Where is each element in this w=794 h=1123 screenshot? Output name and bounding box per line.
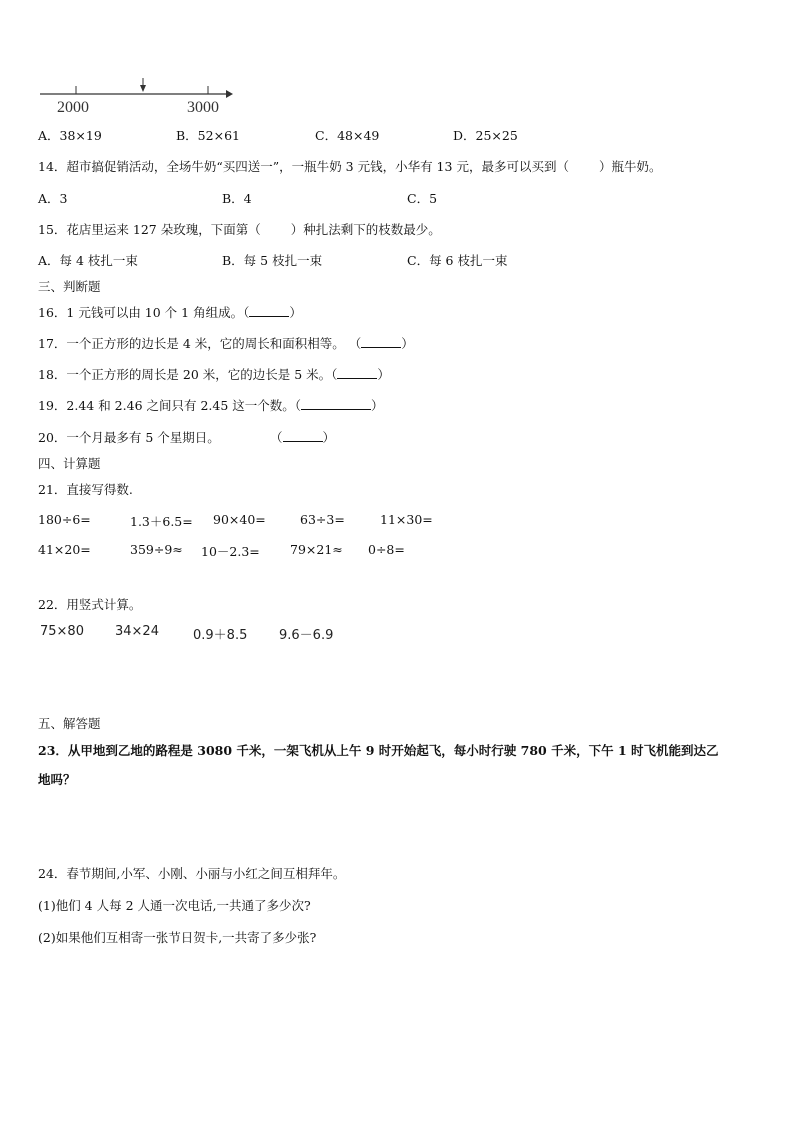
q21-item: 0÷8= (368, 542, 405, 557)
q19-statement (38, 396, 384, 414)
q20-answer-blank[interactable] (283, 429, 323, 442)
q15-text-before: 15．花店里运来 127 朵玫瑰，下面第（ (38, 222, 261, 237)
q20-open-paren: （ (270, 430, 283, 445)
q21-item: 63÷3= (300, 512, 345, 527)
q18-text: 18．一个正方形的周长是 20 米，它的边长是 5 米。（ (38, 367, 338, 382)
q21-title: 21．直接写得数. (38, 482, 133, 497)
q14-text-before: 14．超市搞促销活动，全场牛奶“买四送一”，一瓶牛奶 3 元钱，小华有 13 元，最多可以买到（ (38, 159, 569, 174)
q21-item: 1.3＋6.5= (130, 514, 193, 529)
label-3000: 3000 (187, 99, 219, 116)
q14-option-a[interactable]: A．3 (38, 191, 68, 206)
q13-option-d[interactable]: D．25×25 (453, 128, 518, 143)
q16-answer-blank[interactable] (249, 304, 289, 317)
q22-title: 22．用竖式计算。 (38, 597, 142, 612)
q21-item: 79×21≈ (290, 542, 343, 557)
q22-item: 75×80 (40, 624, 84, 639)
q22-item: 0.9＋8.5 (193, 628, 248, 643)
q15-question (38, 220, 441, 238)
q16-text: 16．1 元钱可以由 10 个 1 角组成。（ (38, 305, 250, 320)
q19-answer-blank[interactable] (301, 397, 371, 410)
q17-text: 17．一个正方形的边长是 4 米，它的周长和面积相等。 （ (38, 336, 362, 351)
q24-intro: 24．春节期间,小军、小刚、小丽与小红之间互相拜年。 (38, 866, 346, 881)
q15-text-after: ）种扎法剩下的枝数最少。 (290, 222, 441, 237)
q18-answer-blank[interactable] (337, 366, 377, 379)
q18-close-paren: ） (377, 367, 390, 382)
q17-statement (38, 334, 414, 352)
q24-part-2: (2)如果他们互相寄一张节日贺卡,一共寄了多少张? (38, 930, 317, 945)
q24-part-1: (1)他们 4 人每 2 人通一次电话,一共通了多少次? (38, 898, 311, 913)
q17-close-paren: ） (401, 336, 414, 351)
q13-option-b[interactable]: B．52×61 (176, 128, 240, 143)
q19-text: 19．2.44 和 2.46 之间只有 2.45 这一个数。（ (38, 398, 302, 413)
number-line-figure (36, 78, 236, 116)
q21-item: 10－2.3= (201, 544, 260, 559)
q21-item: 180÷6= (38, 512, 91, 527)
q19-close-paren: ） (371, 398, 384, 413)
q21-item: 90×40= (213, 512, 266, 527)
q14-option-b[interactable]: B．4 (222, 191, 252, 206)
label-2000: 2000 (57, 99, 89, 116)
section-4-title: 四、计算题 (38, 456, 101, 471)
q20-close-paren: ） (322, 430, 336, 445)
q15-option-b[interactable]: B．每 5 枝扎一束 (222, 253, 323, 268)
q14-text-after: ）瓶牛奶。 (598, 159, 662, 174)
q21-item: 41×20= (38, 542, 91, 557)
q22-item: 9.6－6.9 (279, 628, 334, 643)
q21-item: 11×30= (380, 512, 433, 527)
q17-answer-blank[interactable] (361, 335, 401, 348)
q20-statement (38, 428, 220, 446)
q13-option-c[interactable]: C．48×49 (315, 128, 380, 143)
q22-item: 34×24 (115, 624, 159, 639)
section-5-title: 五、解答题 (38, 716, 101, 731)
q16-statement (38, 303, 302, 321)
q15-option-c[interactable]: C．每 6 枝扎一束 (407, 253, 508, 268)
q21-item: 359÷9≈ (130, 542, 183, 557)
q20-answer (270, 428, 335, 446)
q14-question (38, 157, 661, 175)
q20-text: 20．一个月最多有 5 个星期日。 (38, 430, 220, 445)
q14-option-c[interactable]: C．5 (407, 191, 438, 206)
q23-line-1: 23．从甲地到乙地的路程是 3080 千米，一架飞机从上午 9 时开始起飞，每小时行驶 780 千米，下午 1 时飞机能到达乙 (38, 743, 719, 758)
q16-close-paren: ） (289, 305, 302, 320)
q13-option-a[interactable]: A．38×19 (38, 128, 102, 143)
number-line-arrowhead (226, 90, 233, 98)
q18-statement (38, 365, 390, 383)
q15-option-a[interactable]: A．每 4 枝扎一束 (38, 253, 138, 268)
q23-line-2: 地吗？ (38, 772, 76, 787)
down-arrow-head (140, 85, 146, 92)
section-3-title: 三、判断题 (38, 279, 101, 294)
